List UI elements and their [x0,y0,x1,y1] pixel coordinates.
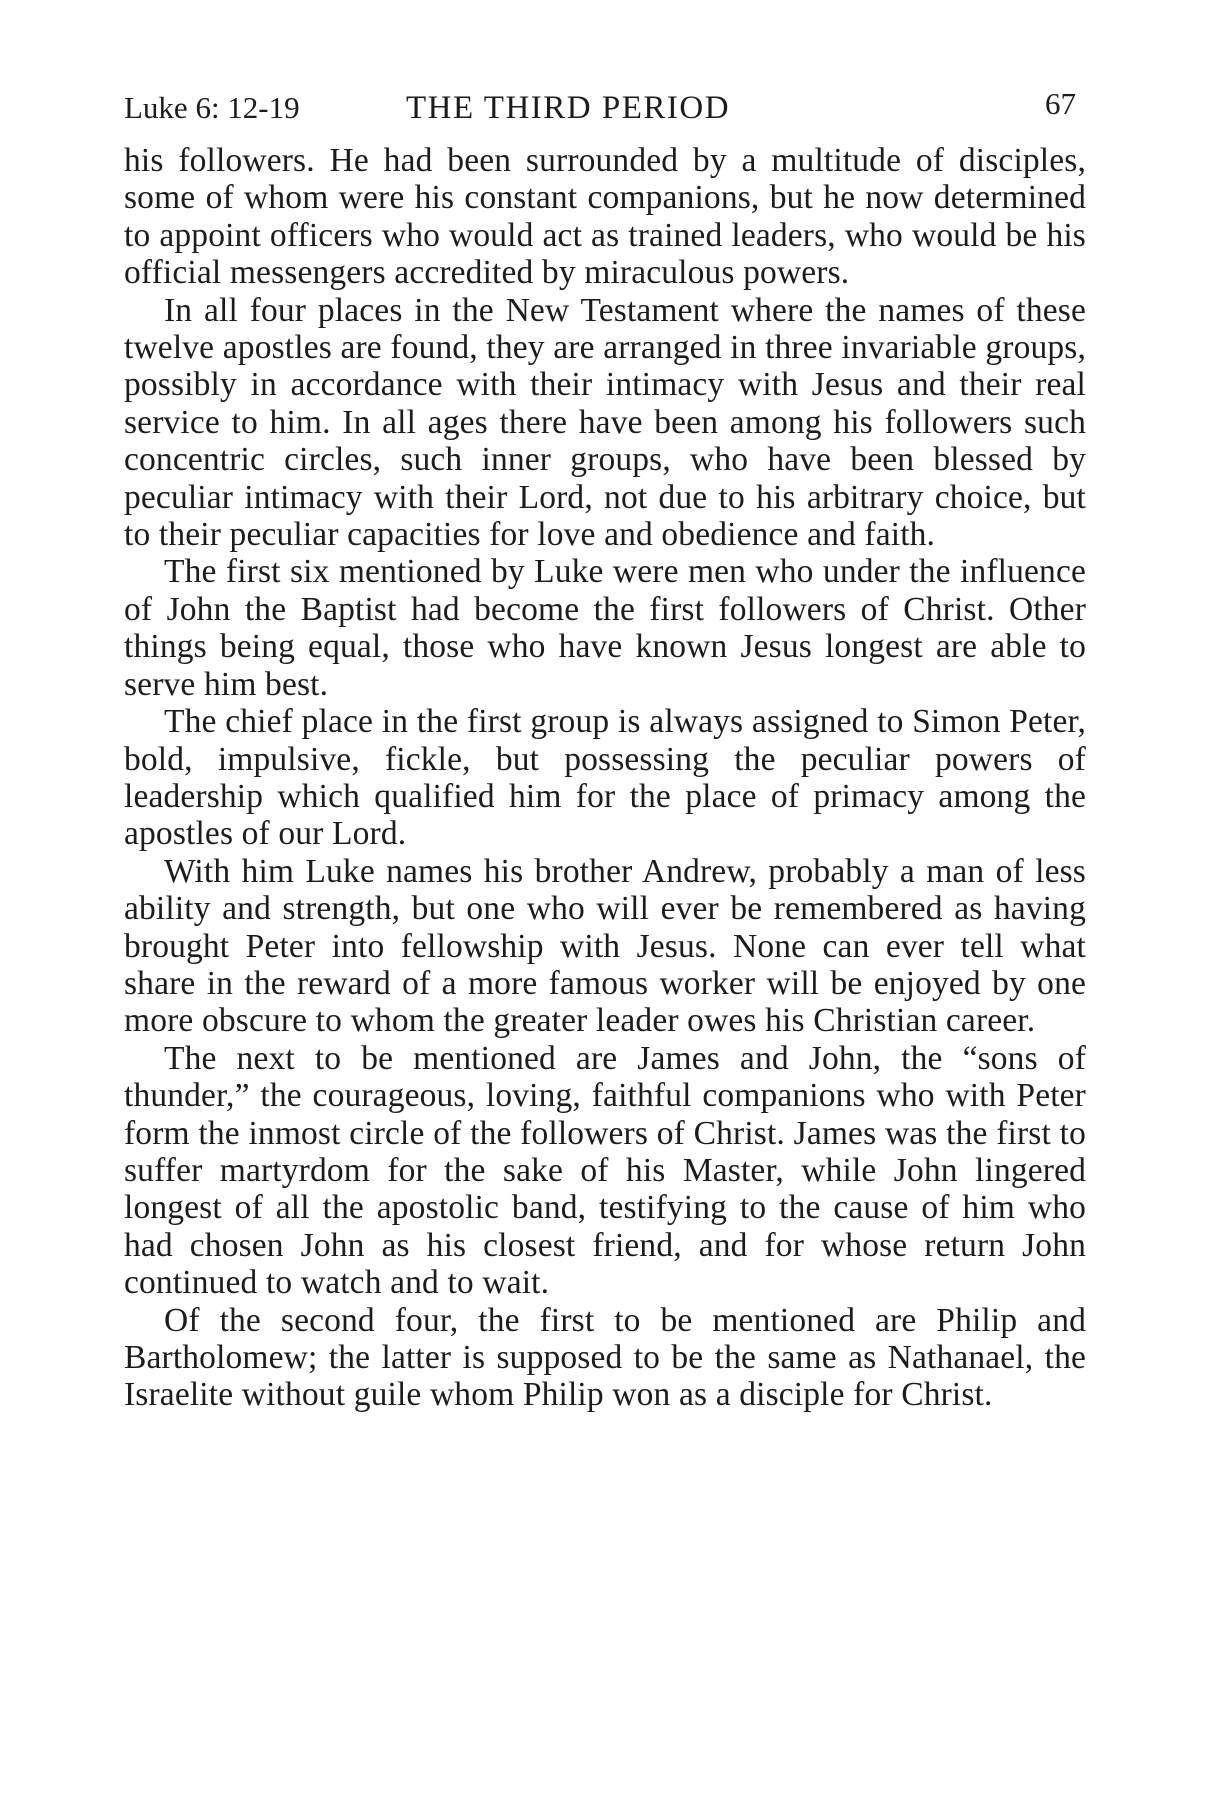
paragraph-first-six: The first six mentioned by Luke were men who under the influence of John the Baptist had become the first followers of Christ. Other things being equal, those who have known Jesus longest are able to serve him best. [124,553,1086,703]
running-head [124,80,1086,136]
page-number: 67 [1045,86,1076,121]
paragraph-continuation: his followers. He had been surrounded by a multitude of disciples, some of whom were his constant companions, but he now determined to appoint officers who would act as trained leaders, who would be his official messengers accredited by miraculous powers. [124,142,1086,292]
paragraph-james-john: The next to be mentioned are James and John, the “sons of thunder,” the courageous, loving, faithful companions who with Peter form the inmost circle of the followers of Christ. James was the first to suffer martyrdom for the sake of his Master, while John lingered longest of all the apostolic band, testifying to the cause of him who had chosen John as his closest friend, and for whose return John continued to watch and to wait. [124,1039,1086,1302]
paragraph-apostle-groups: In all four places in the New Testament where the names of these twelve apostles are found, they are arranged in three invariable groups, possibly in accordance with their intimacy with Jesus and their real service to him. In all ages there have been among his followers such concentric circles, such inner groups, who have been blessed by peculiar intimacy with their Lord, not due to his arbitrary choice, but to their peculiar capacities for love and obedience and faith. [124,291,1086,554]
scripture-reference: Luke 6: 12-19 [124,90,300,125]
paragraph-philip-bartholomew: Of the second four, the first to be mentioned are Philip and Bartholomew; the latter is supposed to be the same as Nathanael, the Israelite without guile whom Philip won as a disciple for Christ. [124,1301,1086,1414]
book-page [124,80,1086,1414]
paragraph-andrew: With him Luke names his brother Andrew, probably a man of less ability and strength, but one who will ever be remembered as having brought Peter into fellowship with Jesus. None can ever tell what share in the reward of a more famous worker will be enjoyed by one more obscure to whom the greater leader owes his Christian career. [124,852,1086,1040]
body-text [124,142,1086,1414]
chapter-title: THE THIRD PERIOD [406,90,731,126]
paragraph-simon-peter: The chief place in the first group is always assigned to Simon Peter, bold, impulsive, fickle, but possessing the peculiar powers of leadership which qualified him for the place of primacy among the apostles of our Lord. [124,703,1086,853]
